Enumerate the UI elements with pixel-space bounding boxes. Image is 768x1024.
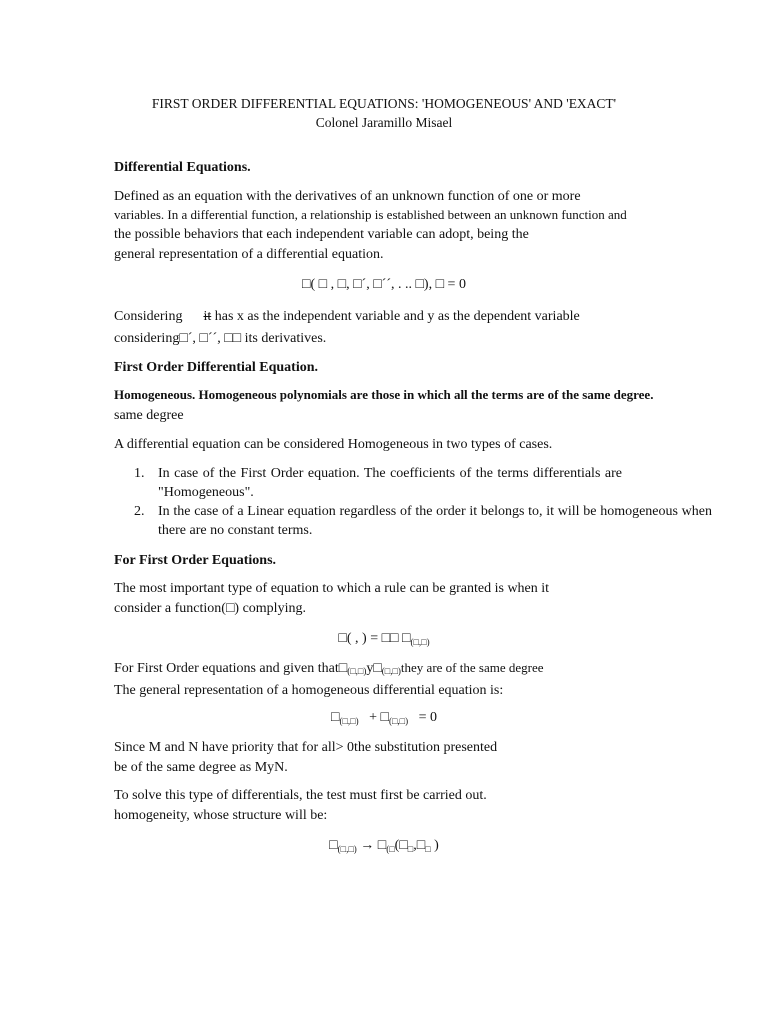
heading-differential-equations: Differential Equations. — [114, 160, 251, 175]
text-line: To solve this type of differentials, the test must first be carried out. — [114, 788, 487, 803]
text-line: The general representation of a homogeneous differential equation is: — [114, 683, 504, 698]
eq-part: (□ — [394, 838, 408, 853]
homogeneous-definition: Homogeneous. Homogeneous polynomials are those in which all the terms are of the same degree. — [114, 387, 654, 402]
heading-for-first-order: For First Order Equations. — [114, 553, 277, 568]
eq-part: ,□ — [413, 838, 426, 853]
paragraph-priority — [114, 738, 714, 778]
document-title: FIRST ORDER DIFFERENTIAL EQUATIONS: 'HOMOGENEOUS' AND 'EXACT' — [151, 96, 617, 111]
list-text: In case of the First Order equation. The coefficients of the terms differentials are "Homogeneous". — [158, 466, 622, 500]
paragraph-test — [114, 786, 714, 826]
eq-part: □( , ) — [338, 631, 367, 646]
eq-part: □ — [331, 710, 340, 725]
subscript: (□,□) — [381, 666, 401, 676]
list-number: 1. — [134, 466, 145, 481]
eq-part: → □ — [356, 838, 387, 853]
text-line: variables. In a differential function, a relationship is established between an unknown function and — [114, 207, 627, 222]
paragraph-rule — [114, 579, 714, 619]
equation-general-form: □( □ , □, □´, □´´, . .. □), □ = 0 — [302, 277, 466, 292]
text-segment: For First Order equations and given that□ — [114, 661, 348, 676]
list-number: 2. — [134, 504, 145, 519]
text-segment: Considering — [114, 309, 183, 324]
text-line: homogeneity, whose structure will be: — [114, 808, 328, 823]
text-segment: has x as the independent variable and y as the dependent variable — [214, 309, 580, 324]
document-author: Colonel Jaramillo Misael — [315, 115, 453, 130]
text-line: general representation of a differential equation. — [114, 247, 384, 262]
ordered-list — [134, 464, 712, 540]
equation-homogeneous-general — [0, 708, 768, 728]
list-item — [134, 464, 712, 502]
text-line: The most important type of equation to which a rule can be granted is when it — [114, 581, 550, 596]
eq-part: = 0 — [408, 710, 437, 725]
paragraph-definition — [114, 187, 714, 265]
list-item — [134, 502, 712, 540]
eq-subscript: (□,□) — [339, 716, 359, 726]
heading-first-order: First Order Differential Equation. — [114, 360, 319, 375]
eq-subscript: (□,□) — [337, 844, 357, 854]
text-line: the possible behaviors that each independent variable can adopt, being the — [114, 227, 529, 242]
text-line: Since M and N have priority that for all> 0the substitution presented — [114, 740, 498, 755]
eq-part: ) — [430, 838, 439, 853]
paragraph-considering — [114, 306, 714, 350]
paragraph-two-cases: A differential equation can be considered Homogeneous in two types of cases. — [114, 437, 553, 452]
text-line: consider a function(□) complying. — [114, 601, 306, 616]
subscript: (□,□) — [347, 666, 367, 676]
text-segment: y□ — [366, 661, 382, 676]
list-text: In the case of a Linear equation regardless of the order it belongs to, it will be homogeneous when there are no constant terms. — [158, 504, 712, 538]
paragraph-same-degree — [114, 658, 714, 701]
struck-word: it — [203, 309, 212, 324]
text-line: Defined as an equation with the derivatives of an unknown function of one or more — [114, 189, 581, 204]
equation-homogeneous-function — [0, 629, 768, 649]
eq-subscript: (□,□) — [410, 637, 430, 647]
text-same-degree: same degree — [114, 408, 184, 423]
text-line: considering□´, □´´, □□ its derivatives. — [114, 331, 327, 346]
eq-part: = □□ □ — [366, 631, 411, 646]
eq-subscript: □ — [407, 844, 414, 854]
eq-subscript: (□,□) — [388, 716, 409, 726]
equation-homogeneity-test — [0, 836, 768, 856]
text-line: be of the same degree as MyN. — [114, 760, 288, 775]
eq-part: □ — [329, 838, 338, 853]
eq-subscript: (□ — [386, 844, 395, 854]
eq-subscript: □ — [425, 844, 431, 854]
document-header — [0, 94, 768, 132]
text-segment: they are of the same degree — [400, 660, 544, 675]
eq-part: + □ — [358, 710, 389, 725]
